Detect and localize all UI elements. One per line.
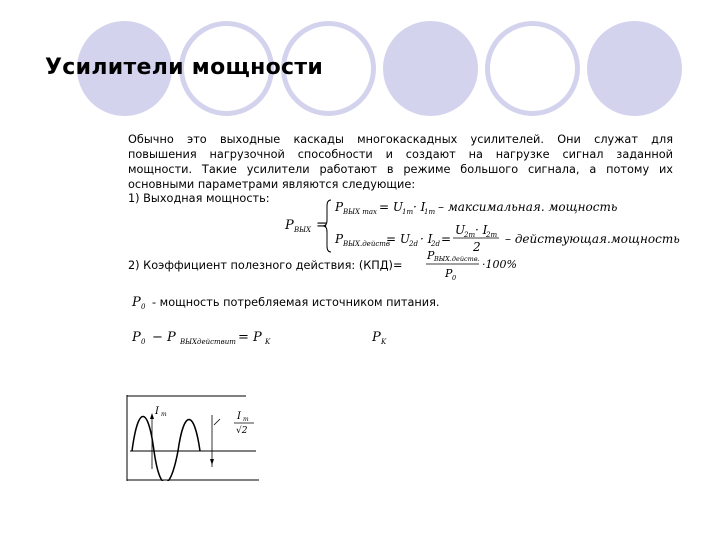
svg-text:U: U	[455, 223, 466, 237]
sine-graph	[126, 395, 261, 481]
svg-text:P: P	[427, 249, 435, 262]
svg-text:ВЫХ.действ.: ВЫХ.действ.	[434, 255, 480, 263]
slide-title: Усилители мощности	[45, 55, 324, 80]
svg-text:2d: 2d	[409, 240, 418, 248]
intro-line: мощности. Такие усилители работают в режиме большого сигнала, а потому их	[128, 163, 673, 176]
svg-text:P: P	[335, 200, 344, 214]
svg-text:P: P	[445, 267, 453, 280]
decor-circle-6	[587, 21, 682, 116]
svg-text:√2: √2	[236, 426, 248, 436]
svg-text:=: =	[316, 217, 328, 233]
svg-text:= U: = U	[379, 200, 403, 214]
svg-text:m: m	[243, 416, 249, 423]
svg-text:2d: 2d	[431, 240, 440, 248]
svg-text:K: K	[265, 338, 271, 346]
svg-text:– максимальная. мощность: – максимальная. мощность	[438, 200, 618, 214]
svg-text:K: K	[381, 338, 387, 346]
p0-symbol	[130, 292, 154, 312]
svg-text:ВЫХдействит: ВЫХдействит	[180, 338, 236, 346]
intro-line: Обычно это выходные каскады многокаскадных усилителей. Они служат для	[128, 133, 673, 146]
svg-text:P: P	[372, 330, 381, 345]
svg-text:= P: = P	[238, 330, 262, 345]
intro-line: повышения нагрузочной способности и создают на нагрузке сигнал заданной	[128, 148, 673, 161]
item2-label: 2) Коэффициент полезного действия: (КПД)=	[128, 259, 403, 272]
svg-text:ВЫХ max: ВЫХ max	[343, 208, 377, 216]
svg-text:=: =	[441, 232, 452, 246]
decor-circle-4	[383, 21, 478, 116]
pvyx-symbol: P	[285, 218, 294, 233]
svg-text:0: 0	[141, 338, 146, 346]
svg-text:2m: 2m	[486, 231, 498, 239]
pk-symbol	[370, 324, 400, 348]
svg-text:I: I	[155, 406, 159, 417]
svg-text:2: 2	[473, 240, 481, 254]
svg-text:= U: = U	[386, 232, 410, 246]
p0-description: - мощность потребляемая источником питания.	[152, 296, 440, 309]
item1-label: 1) Выходная мощность:	[128, 192, 270, 205]
efficiency-formula	[425, 246, 535, 286]
decor-circle-5	[485, 21, 580, 116]
svg-text:1m: 1m	[424, 208, 436, 216]
svg-text:P: P	[132, 295, 141, 310]
sine-wave	[132, 417, 200, 482]
svg-text:0: 0	[141, 303, 146, 311]
svg-text:P: P	[132, 330, 141, 345]
svg-text:· I: · I	[475, 223, 488, 237]
svg-text:·100%: ·100%	[482, 258, 517, 271]
svg-text:ВЫХ: ВЫХ	[294, 226, 312, 234]
svg-text:– действующая.мощность: – действующая.мощность	[505, 232, 680, 246]
svg-text:· I: · I	[420, 232, 433, 246]
svg-text:ВЫХ.действ: ВЫХ.действ	[343, 240, 390, 248]
svg-text:I: I	[237, 411, 241, 422]
svg-text:1m: 1m	[402, 208, 414, 216]
svg-text:− P: − P	[152, 330, 176, 345]
svg-text:0: 0	[452, 274, 457, 282]
intro-paragraph	[128, 132, 673, 192]
svg-text:P: P	[335, 232, 344, 246]
svg-text:m: m	[161, 411, 167, 418]
svg-text:2m: 2m	[464, 231, 476, 239]
intro-line: основными параметрами являются следующие:	[128, 178, 416, 191]
svg-text:· I: · I	[413, 200, 426, 214]
power-balance-formula	[130, 324, 290, 348]
